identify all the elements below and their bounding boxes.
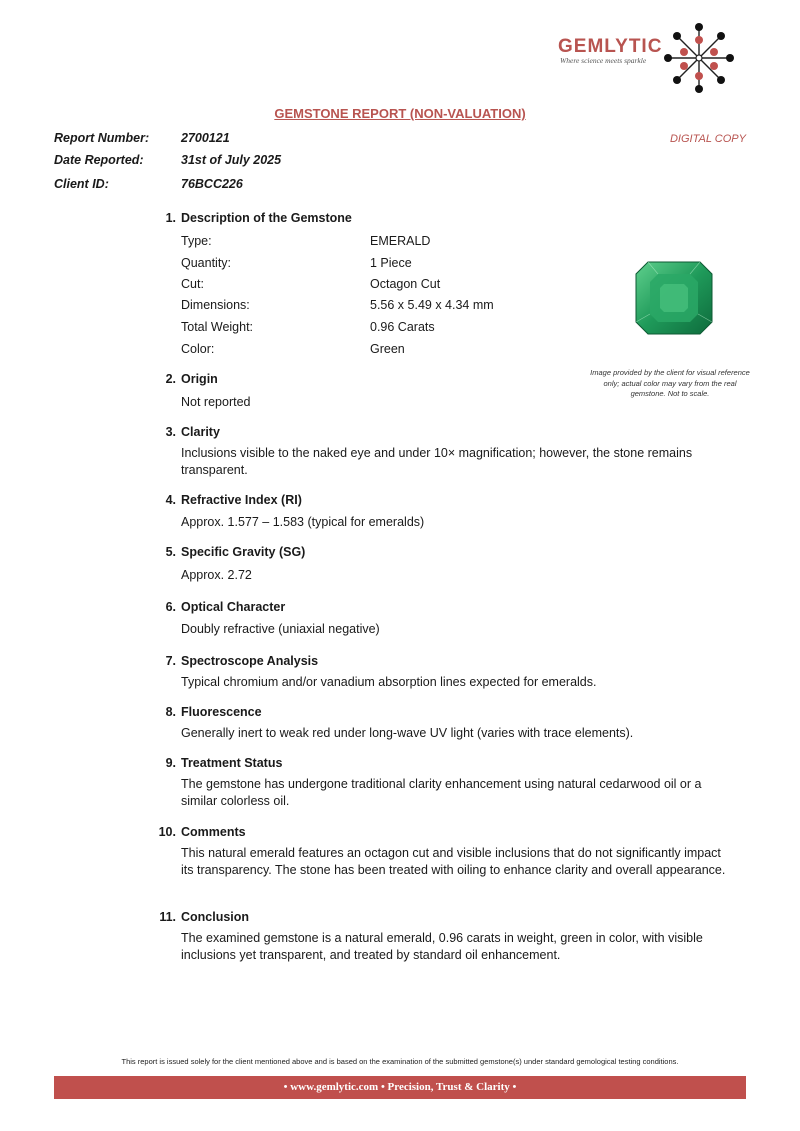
client-id-value: 76BCC226 xyxy=(181,177,243,191)
color-label: Color: xyxy=(181,342,215,356)
color-value: Green xyxy=(370,342,405,356)
quantity-label: Quantity: xyxy=(181,256,232,270)
footer-banner: • www.gemlytic.com • Precision, Trust & Clarity • xyxy=(54,1076,746,1099)
section-number: 5. xyxy=(165,545,176,559)
section-number: 9. xyxy=(165,756,176,770)
section-title-comments: Comments xyxy=(181,825,246,839)
footer-disclaimer: This report is issued solely for the client mentioned above and is based on the examination of the submitted gemstone(s) under standard gemological testing conditions. xyxy=(121,1057,679,1066)
section-body-optical-character: Doubly refractive (uniaxial negative) xyxy=(181,622,380,636)
section-number: 8. xyxy=(165,705,176,719)
section-body-specific-gravity: Approx. 2.72 xyxy=(181,568,252,582)
section-number: 4. xyxy=(165,493,176,507)
section-title-clarity: Clarity xyxy=(181,425,220,439)
type-value: EMERALD xyxy=(370,234,431,248)
cut-label: Cut: xyxy=(181,277,204,291)
dimensions-value: 5.56 x 5.49 x 4.34 mm xyxy=(370,298,494,312)
emerald-gemstone-image xyxy=(634,260,714,336)
section-body-spectroscope: Typical chromium and/or vanadium absorption lines expected for emeralds. xyxy=(181,675,597,689)
section-title-spectroscope: Spectroscope Analysis xyxy=(181,654,319,668)
section-number: 2. xyxy=(165,372,176,386)
section-body-origin: Not reported xyxy=(181,395,251,409)
date-reported-value: 31st of July 2025 xyxy=(181,153,282,167)
logo-wordmark: GEMLYTIC xyxy=(558,36,663,57)
cut-value: Octagon Cut xyxy=(370,277,441,291)
report-title: GEMSTONE REPORT (NON-VALUATION) xyxy=(274,106,526,121)
section-number: 3. xyxy=(165,425,176,439)
section-body-conclusion: The examined gemstone is a natural emerald, 0.96 carats in weight, green in color, with visible inclusions yet transparent, and treated by standard oil enhancement. xyxy=(181,931,703,962)
report-number-value: 2700121 xyxy=(181,131,230,145)
type-label: Type: xyxy=(181,234,212,248)
total-weight-label: Total Weight: xyxy=(181,320,254,334)
digital-copy-label: DIGITAL COPY xyxy=(669,133,746,145)
dimensions-label: Dimensions: xyxy=(181,298,250,312)
section-title-treatment: Treatment Status xyxy=(181,756,283,770)
section-body-comments: This natural emerald features an octagon cut and visible inclusions that do not significantly impact its transparency. The stone has been treated with oiling to enhance clarity and overall appearance. xyxy=(181,846,726,877)
section-title-conclusion: Conclusion xyxy=(181,910,250,924)
section-number: 1. xyxy=(165,211,176,225)
section-title-description: Description of the Gemstone xyxy=(181,211,352,225)
section-number: 6. xyxy=(165,600,176,614)
section-title-specific-gravity: Specific Gravity (SG) xyxy=(181,545,306,559)
section-body-clarity: Inclusions visible to the naked eye and under 10× magnification; however, the stone remains transparent. xyxy=(181,446,693,477)
section-number: 11. xyxy=(159,910,176,924)
section-number: 10. xyxy=(158,825,176,839)
logo-molecule-icon xyxy=(662,22,736,94)
section-body-fluorescence: Generally inert to weak red under long-wave UV light (varies with trace elements). xyxy=(181,726,634,740)
total-weight-value: 0.96 Carats xyxy=(370,320,435,334)
logo-tagline: Where science meets sparkle xyxy=(560,56,647,65)
section-title-fluorescence: Fluorescence xyxy=(181,705,262,719)
section-body-refractive-index: Approx. 1.577 – 1.583 (typical for emeralds) xyxy=(181,515,425,529)
report-number-label: Report Number: xyxy=(54,131,150,145)
section-body-treatment: The gemstone has undergone traditional clarity enhancement using natural cedarwood oil or a similar colorless oil. xyxy=(181,777,702,808)
quantity-value: 1 Piece xyxy=(370,256,412,270)
section-number: 7. xyxy=(165,654,176,668)
section-title-origin: Origin xyxy=(181,372,218,386)
image-disclaimer: Image provided by the client for visual reference only; actual color may vary from the real gemstone. Not to scale. xyxy=(590,368,750,398)
client-id-label: Client ID: xyxy=(54,177,109,191)
date-reported-label: Date Reported: xyxy=(54,153,144,167)
section-title-refractive-index: Refractive Index (RI) xyxy=(181,493,302,507)
section-title-optical-character: Optical Character xyxy=(181,600,286,614)
